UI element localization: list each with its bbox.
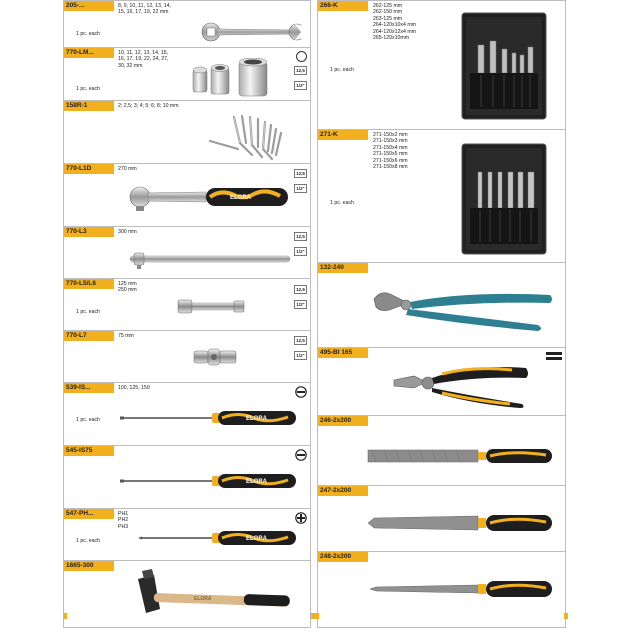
product-qty: 1 pc. each <box>330 200 354 206</box>
product-271-k[interactable] <box>317 130 566 263</box>
product-539-is[interactable] <box>63 383 311 446</box>
drive-inch-badge: 1/2" <box>294 184 307 193</box>
product-sizes: 100, 125, 150 <box>118 385 150 391</box>
product-code: 770-L1D <box>64 164 114 174</box>
product-code: 495-BI 165 <box>318 348 368 358</box>
product-code: 271-K <box>318 130 368 140</box>
drive-size-badge: 12,5 <box>294 232 307 241</box>
slotted-tip-icon <box>295 386 307 398</box>
brand-logo: ELORA <box>230 195 251 201</box>
slotted-screwdriver-icon <box>118 470 303 492</box>
bottom-accent-middle <box>311 613 319 619</box>
round-file-icon <box>368 578 560 600</box>
product-158r-1[interactable] <box>63 101 311 164</box>
product-qty: 1 pc. each <box>76 538 100 544</box>
extension-bar-icon <box>176 295 251 317</box>
product-246-2x200[interactable] <box>317 416 566 486</box>
phillips-tip-icon <box>295 512 307 524</box>
product-sizes: 125 mm 250 mm <box>118 281 137 294</box>
slotted-screwdriver-icon <box>118 407 303 429</box>
sliding-t-bar-icon <box>126 249 296 271</box>
product-code: 770-L3 <box>64 227 114 237</box>
product-sizes: 2; 2,5; 3; 4; 5; 6; 8; 10 mm <box>118 103 179 109</box>
product-qty: 1 pc. each <box>76 417 100 423</box>
product-sizes: 262-125 mm 262-150 mm 263-125 mm 264-120x10x4 mm 264-120x12x4 mm 265-120x10mm <box>373 3 416 42</box>
hex-key-set-icon <box>204 113 299 161</box>
product-205[interactable] <box>63 0 311 48</box>
product-qty: 1 pc. each <box>76 309 100 315</box>
product-sizes: 270 mm <box>118 166 137 172</box>
product-545-is75[interactable] <box>63 446 311 509</box>
product-qty: 1 pc. each <box>76 86 100 92</box>
drive-size-badge: 12,5 <box>294 285 307 294</box>
product-code: 247-2x200 <box>318 486 368 496</box>
product-qty: 1 pc. each <box>76 31 100 37</box>
product-code: 248-2x200 <box>318 552 368 562</box>
product-770-l1d[interactable] <box>63 164 311 227</box>
product-sizes: 10, 11, 12, 13, 14, 15, 16, 17, 19, 22, 24, 27, 30, 32 mm <box>118 50 169 69</box>
insulated-handle-icon <box>546 351 562 361</box>
drive-size-badge: 12,5 <box>294 169 307 178</box>
product-266-k[interactable] <box>317 0 566 130</box>
water-pump-pliers-icon <box>368 285 558 335</box>
half-round-file-icon <box>364 512 560 534</box>
product-code: 547-PH... <box>64 509 114 519</box>
product-547-ph[interactable] <box>63 509 311 561</box>
brand-logo: ELORA <box>246 536 267 542</box>
product-495-bi-165[interactable] <box>317 348 566 416</box>
product-247-2x200[interactable] <box>317 486 566 552</box>
drive-size-badge: 12,5 <box>294 336 307 345</box>
product-qty: 1 pc. each <box>330 67 354 73</box>
product-code: 770-LM... <box>64 48 114 58</box>
phillips-screwdriver-icon <box>138 527 303 549</box>
product-sizes: 75 mm <box>118 333 134 339</box>
drive-inch-badge: 1/2" <box>294 300 307 309</box>
ratchet-icon <box>126 182 296 212</box>
brand-logo: ELORA <box>194 596 212 602</box>
product-132-240[interactable] <box>317 263 566 348</box>
drive-inch-badge: 1/2" <box>294 81 307 90</box>
product-code: 158R-1 <box>64 101 114 111</box>
product-1665-300[interactable] <box>63 561 311 628</box>
product-770-lm[interactable] <box>63 48 311 101</box>
flat-file-icon <box>364 446 560 468</box>
ring-drive-icon <box>296 51 307 62</box>
product-code: 246-2x200 <box>318 416 368 426</box>
drive-size-badge: 12,5 <box>294 66 307 75</box>
chisel-set-case-icon <box>460 11 550 123</box>
bottom-accent-left <box>63 613 67 619</box>
drive-inch-badge: 1/2" <box>294 351 307 360</box>
product-770-l3[interactable] <box>63 227 311 279</box>
product-sizes: 271-150x2 mm 271-150x3 mm 271-150x4 mm 271-150x5 mm 271-150x6 mm 271-150x8 mm <box>373 132 408 171</box>
product-770-l7[interactable] <box>63 331 311 383</box>
bottom-accent-right <box>564 613 568 619</box>
combination-spanner-icon <box>199 21 309 43</box>
product-code: 545-IS75 <box>64 446 114 456</box>
product-code: 1665-300 <box>64 561 114 571</box>
product-code: 205-... <box>64 1 114 11</box>
combination-pliers-icon <box>392 360 532 410</box>
product-code: 539-IS... <box>64 383 114 393</box>
product-code: 266-K <box>318 1 368 11</box>
product-code: 770-L7 <box>64 331 114 341</box>
hammer-icon <box>134 569 294 624</box>
product-770-l5-l6[interactable] <box>63 279 311 331</box>
product-sizes: 8, 9, 10, 11, 12, 13, 14, 15, 16, 17, 19, 22 mm <box>118 3 171 16</box>
product-sizes: 300 mm <box>118 229 137 235</box>
brand-logo: ELORA <box>246 416 267 422</box>
brand-logo: ELORA <box>246 479 267 485</box>
universal-joint-icon <box>192 343 242 371</box>
drive-inch-badge: 1/2" <box>294 247 307 256</box>
socket-set-icon <box>189 58 289 100</box>
product-code: 770-L5/L6 <box>64 279 114 289</box>
product-sizes: PH1 PH2 PH3 <box>118 511 129 530</box>
product-248-2x200[interactable] <box>317 552 566 628</box>
punch-set-case-icon <box>460 142 550 258</box>
product-code: 132-240 <box>318 263 368 273</box>
slotted-tip-icon <box>295 449 307 461</box>
